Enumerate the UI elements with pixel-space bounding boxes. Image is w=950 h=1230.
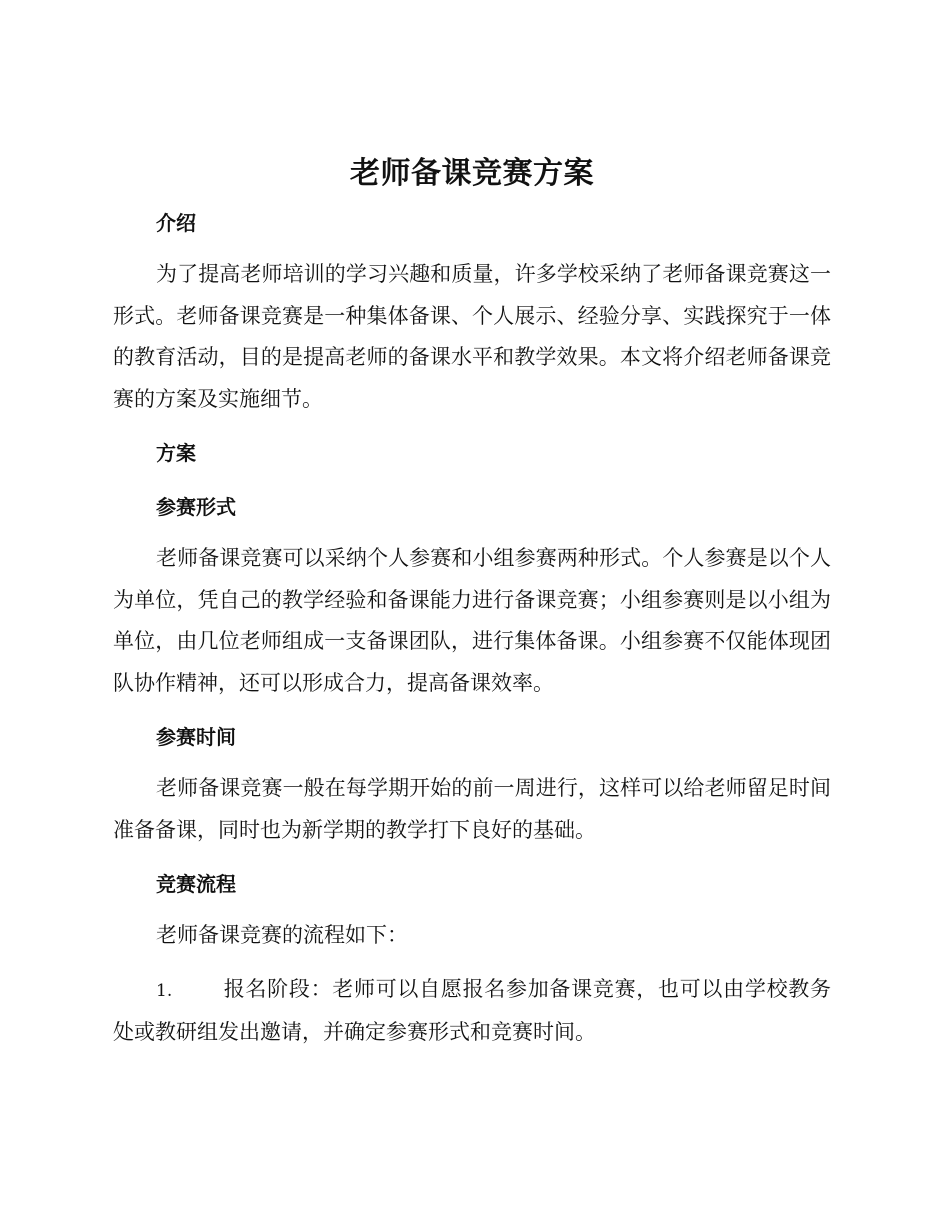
spacer: [113, 905, 831, 915]
spacer: [113, 851, 831, 863]
document-title: 老师备课竞赛方案: [350, 156, 594, 191]
section-heading-time: 参赛时间: [156, 725, 236, 749]
section-heading-format: 参赛形式: [156, 495, 236, 519]
spacer: [113, 704, 831, 716]
section-heading-plan: 方案: [156, 441, 196, 465]
section-heading-intro: 介绍: [156, 211, 196, 235]
spacer: [113, 420, 831, 432]
list-item-number: 1.: [156, 980, 173, 1001]
list-item: [113, 969, 831, 1054]
list-item-text: 报名阶段：老师可以自愿报名参加备课竞赛，也可以由学校教务处或教研组发出邀请，并确定参赛形式和竞赛时间。: [113, 976, 831, 1044]
time-paragraph: 老师备课竞赛一般在每学期开始的前一周进行，这样可以给老师留足时间准备备课，同时也为新学期的教学打下良好的基础。: [113, 776, 831, 842]
spacer: [113, 528, 831, 538]
spacer: [113, 957, 831, 969]
process-intro-paragraph: 老师备课竞赛的流程如下：: [156, 923, 408, 947]
intro-paragraph: 为了提高老师培训的学习兴趣和质量，许多学校采纳了老师备课竞赛这一形式。老师备课竞赛是一种集体备课、个人展示、经验分享、实践探究于一体的教育活动，目的是提高老师的备课水平和教学效果。本文将介绍老师备课竞赛的方案及实施细节。: [113, 262, 831, 411]
spacer: [113, 244, 831, 254]
format-paragraph: 老师备课竞赛可以采纳个人参赛和小组参赛两种形式。个人参赛是以个人为单位，凭自己的教学经验和备课能力进行备课竞赛；小组参赛则是以小组为单位，由几位老师组成一支备课团队，进行集体备课。小组参赛不仅能体现团队协作精神，还可以形成合力，提高备课效率。: [113, 546, 831, 695]
section-heading-process: 竞赛流程: [156, 872, 236, 896]
spacer: [113, 474, 831, 486]
document-content: [113, 146, 831, 1054]
spacer: [113, 758, 831, 768]
